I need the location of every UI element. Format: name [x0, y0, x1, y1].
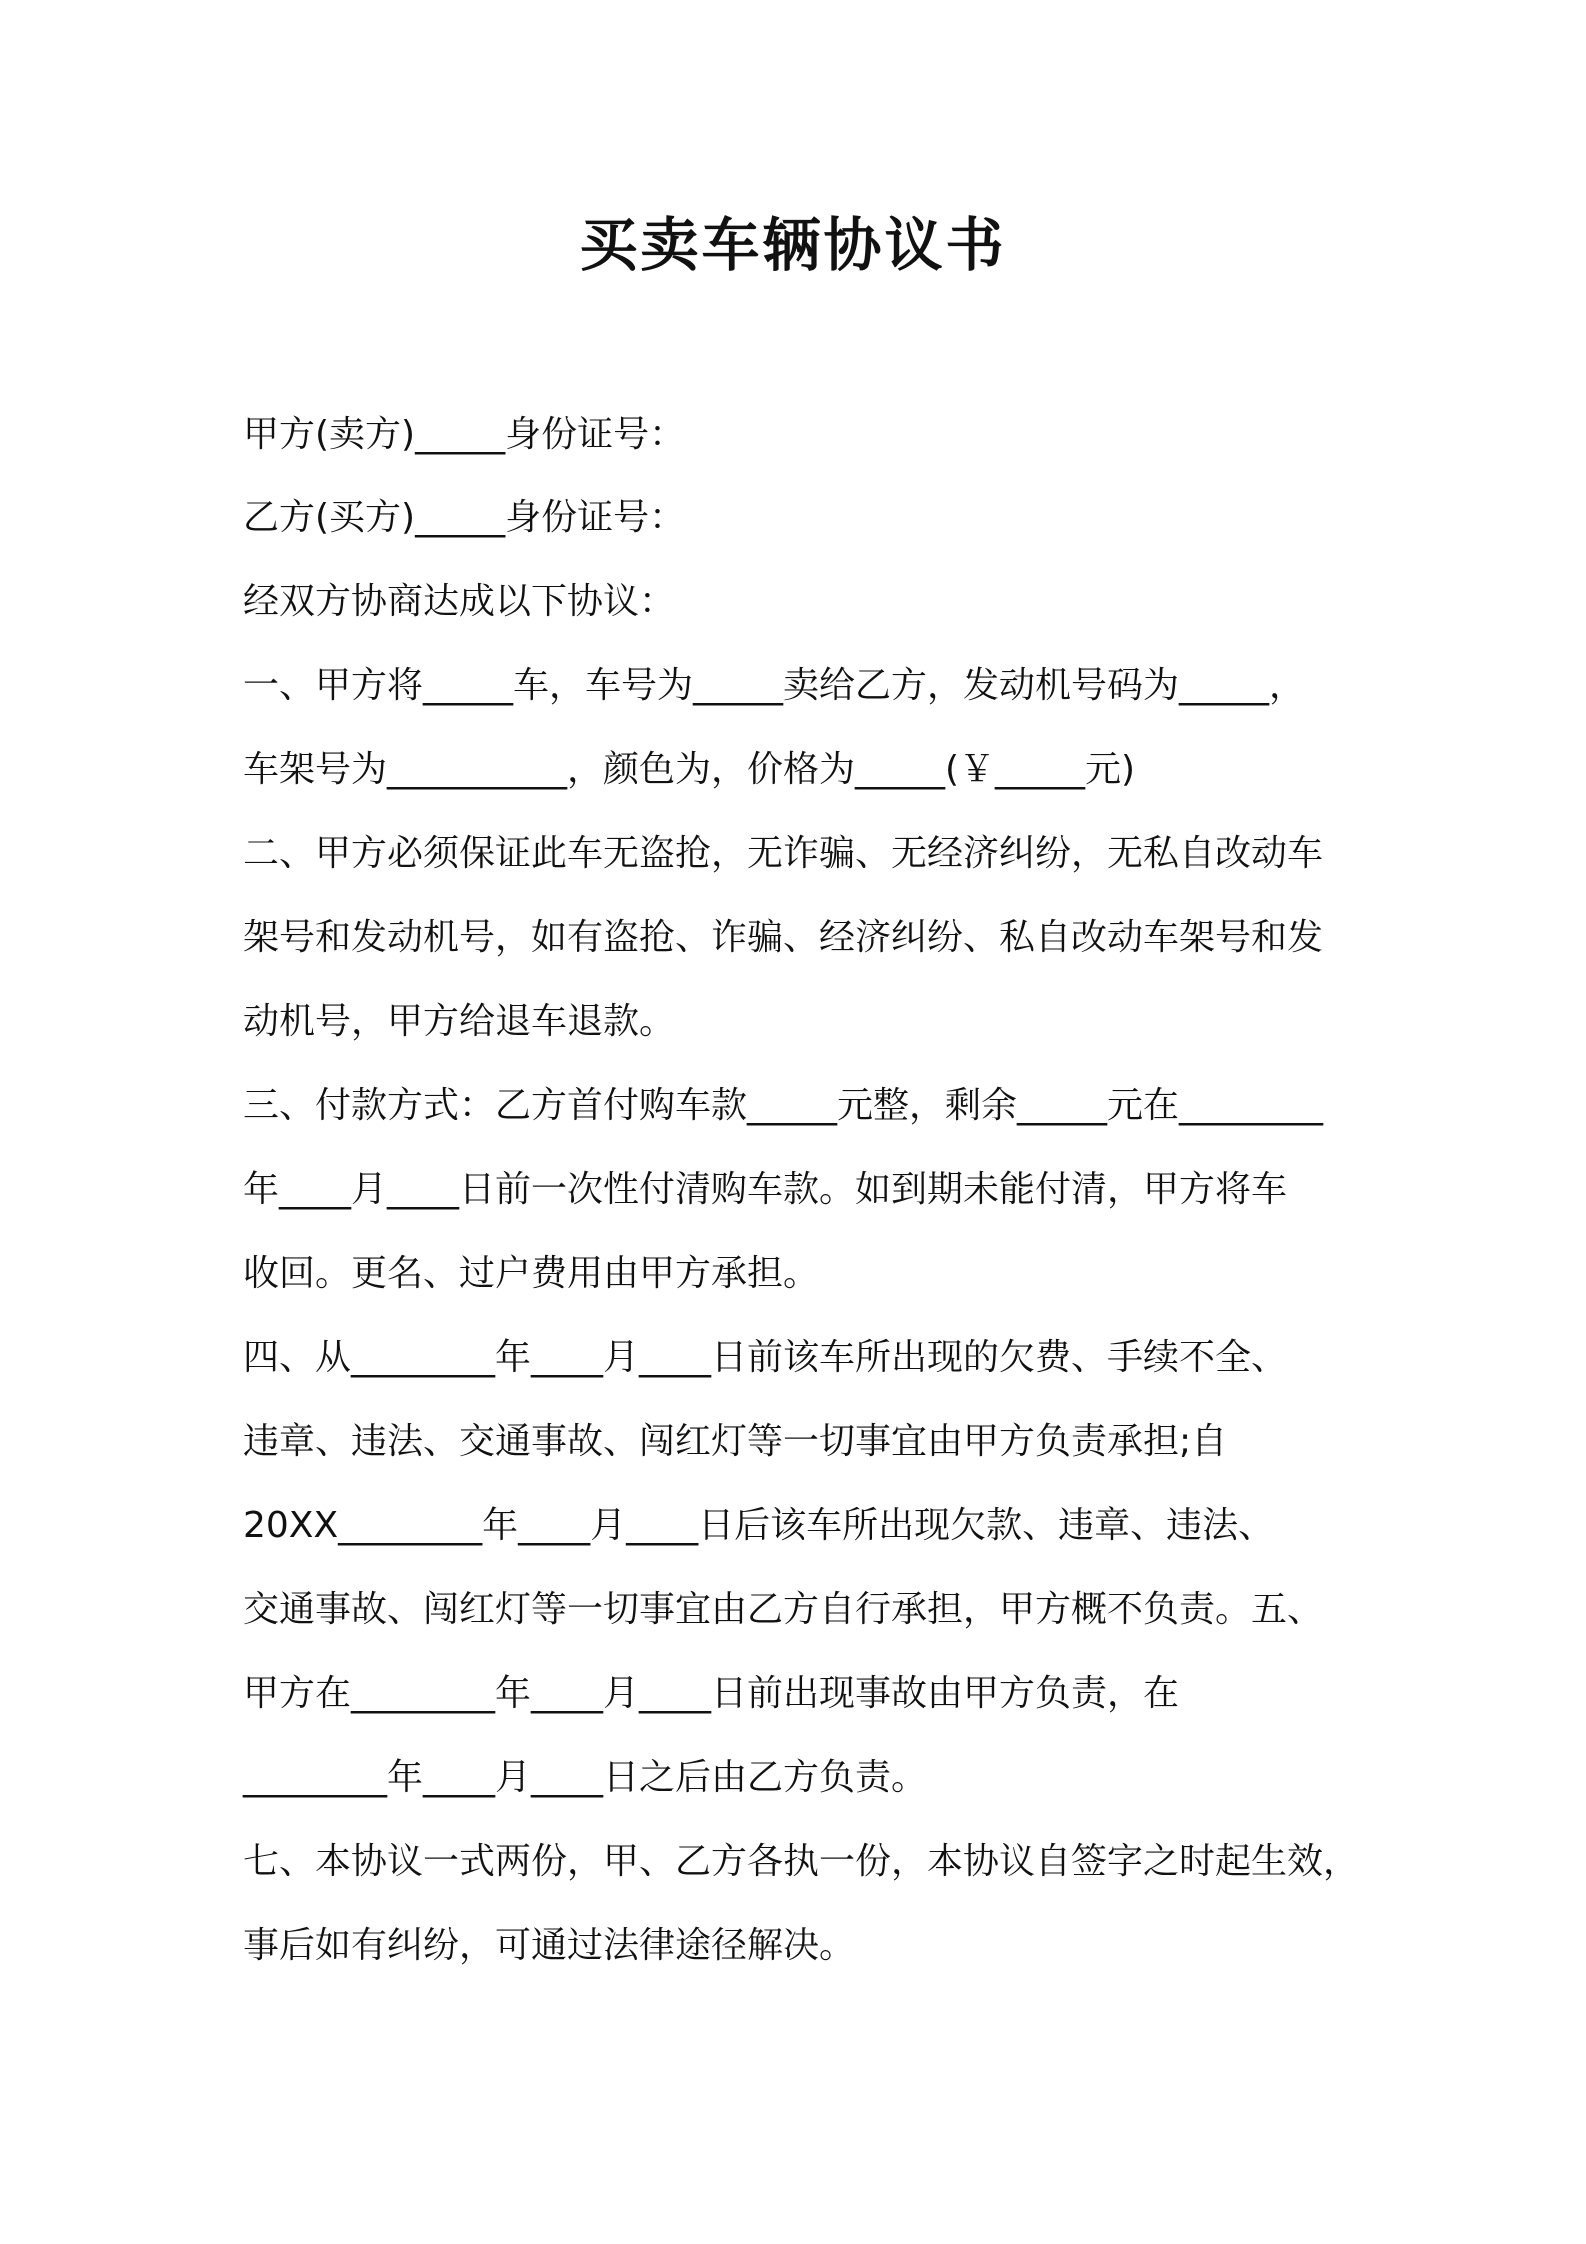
document-title: 买卖车辆协议书 — [579, 211, 1007, 279]
clause-4-line-1: 四、从________年____月____日前该车所出现的欠费、手续不全、 — [243, 1337, 1288, 1378]
clause-1-line-1: 一、甲方将_____车，车号为_____卖给乙方，发动机号码为_____， — [243, 665, 1306, 706]
clause-4-line-4: 交通事故、闯红灯等一切事宜由乙方自行承担，甲方概不负责。五、 — [243, 1589, 1324, 1630]
clause-4-line-3: 20XX________年____月____日后该车所出现欠款、违章、违法、 — [243, 1505, 1275, 1546]
clause-3-line-2: 年____月____日前一次性付清购车款。如到期未能付清，甲方将车 — [243, 1169, 1288, 1210]
clause-5-line-2: ________年____月____日之后由乙方负责。 — [243, 1757, 928, 1798]
clause-4-line-2: 违章、违法、交通事故、闯红灯等一切事宜由甲方负责承担;自 — [243, 1421, 1228, 1462]
clause-7-line-1: 七、本协议一式两份，甲、乙方各执一份，本协议自签字之时起生效， — [243, 1841, 1360, 1882]
agreement-intro-line: 经双方协商达成以下协议： — [243, 581, 676, 622]
party-b-line: 乙方(买方)_____身份证号： — [243, 497, 686, 538]
clause-1-line-2: 车架号为__________，颜色为，价格为_____(￥_____元) — [243, 749, 1136, 790]
clause-3-line-1: 三、付款方式：乙方首付购车款_____元整，剩余_____元在________ — [243, 1085, 1324, 1126]
clause-2-line-2: 架号和发动机号，如有盗抢、诈骗、经济纠纷、私自改动车架号和发 — [243, 917, 1324, 958]
clause-2-line-1: 二、甲方必须保证此车无盗抢，无诈骗、无经济纠纷，无私自改动车 — [243, 833, 1324, 874]
clause-2-line-3: 动机号，甲方给退车退款。 — [243, 1001, 676, 1042]
clause-3-line-3: 收回。更名、过户费用由甲方承担。 — [243, 1253, 820, 1294]
clause-5-line-1: 甲方在________年____月____日前出现事故由甲方负责，在 — [243, 1673, 1180, 1714]
clause-7-line-2: 事后如有纠纷，可通过法律途径解决。 — [243, 1925, 856, 1966]
party-a-line: 甲方(卖方)_____身份证号： — [243, 414, 686, 455]
